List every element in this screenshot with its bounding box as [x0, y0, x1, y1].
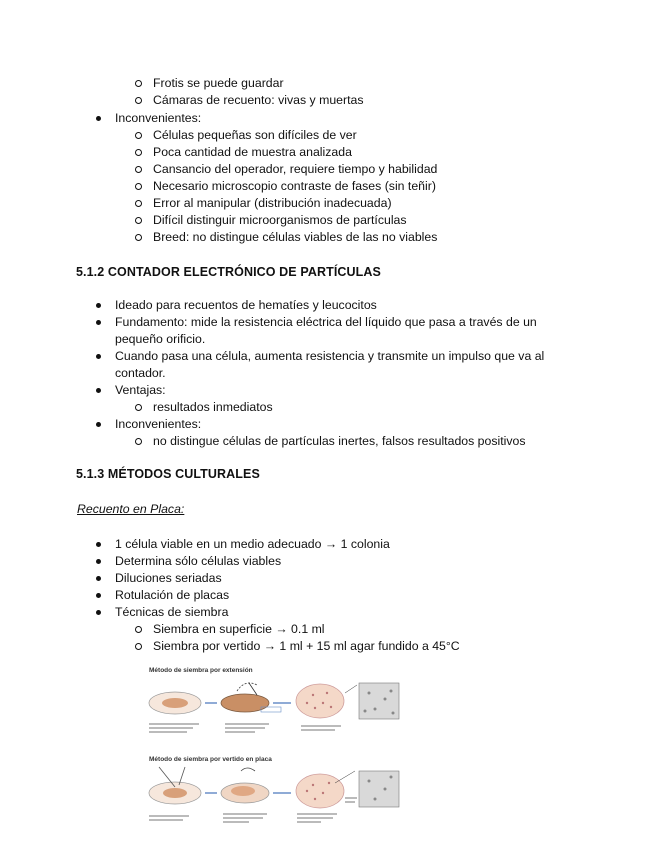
- list-item: no distingue células de partículas inertes, falsos resultados positivos: [153, 433, 583, 450]
- list-item: Difícil distinguir microorganismos de partículas: [153, 212, 437, 229]
- list-item: Cuando pasa una célula, aumenta resistencia y transmite un impulso que va al contador.: [115, 348, 565, 382]
- plating-methods-figure: [145, 663, 405, 835]
- tecnicas-label: Técnicas de siembra: [115, 605, 229, 619]
- list-item: Siembra en superficie → 0.1 ml: [153, 621, 460, 638]
- spread-plate-row: [149, 683, 399, 733]
- list-item: Cansancio del operador, requiere tiempo y habilidad: [153, 162, 438, 176]
- list-item: Rotulación de placas: [115, 587, 460, 604]
- subtitle-recuento-placa: Recuento en Placa:: [77, 502, 185, 516]
- list-item: Error al manipular (distribución inadecuada): [153, 195, 437, 212]
- figure-title-top: Método de siembra por extensión: [149, 667, 253, 674]
- inconvenientes-label: Inconvenientes:: [115, 417, 202, 431]
- top-sublist: [0, 75, 364, 109]
- section-heading-512: 5.1.2 CONTADOR ELECTRÓNICO DE PARTÍCULAS: [76, 265, 381, 279]
- section-512-body: [0, 297, 600, 450]
- list-item: [153, 92, 364, 109]
- list-item: [153, 75, 364, 92]
- list-item: Células pequeñas son difíciles de ver: [153, 127, 437, 144]
- list-item: Poca cantidad de muestra analizada: [153, 144, 437, 161]
- pour-plate-row: [149, 767, 399, 823]
- section-513-body: [0, 536, 460, 655]
- plating-methods-illustration: [145, 663, 405, 835]
- section-heading-513: 5.1.3 MÉTODOS CULTURALES: [76, 467, 260, 481]
- list-item: Siembra por vertido → 1 ml + 15 ml agar fundido a 45°C: [153, 639, 460, 653]
- list-item: Diluciones seriadas: [115, 570, 460, 587]
- list-item: [115, 382, 565, 416]
- list-item: resultados inmediatos: [153, 399, 565, 416]
- list-item: Breed: no distingue células viables de las no viables: [153, 230, 438, 244]
- inconvenientes-label: Inconvenientes:: [115, 111, 202, 125]
- list-item: [115, 604, 460, 655]
- list-item: [115, 416, 565, 450]
- list-item: Ideado para recuentos de hematíes y leucocitos: [115, 297, 565, 314]
- ventajas-label: Ventajas:: [115, 383, 166, 397]
- figure-title-bottom: Método de siembra por vertido en placa: [149, 756, 272, 763]
- inconvenientes-sublist: [115, 127, 437, 246]
- list-item: [115, 110, 437, 246]
- list-item: Fundamento: mide la resistencia eléctrica del líquido que pasa a través de un pequeño orificio.: [115, 314, 565, 348]
- list-item-text: Cámaras de recuento: vivas y muertas: [153, 93, 364, 107]
- list-item: 1 célula viable en un medio adecuado → 1 colonia: [115, 536, 460, 553]
- list-item: Necesario microscopio contraste de fases (sin teñir): [153, 179, 436, 193]
- list-item-text: Frotis se puede guardar: [153, 76, 284, 90]
- inconvenientes-section: [0, 110, 437, 246]
- list-item: Determina sólo células viables: [115, 553, 460, 570]
